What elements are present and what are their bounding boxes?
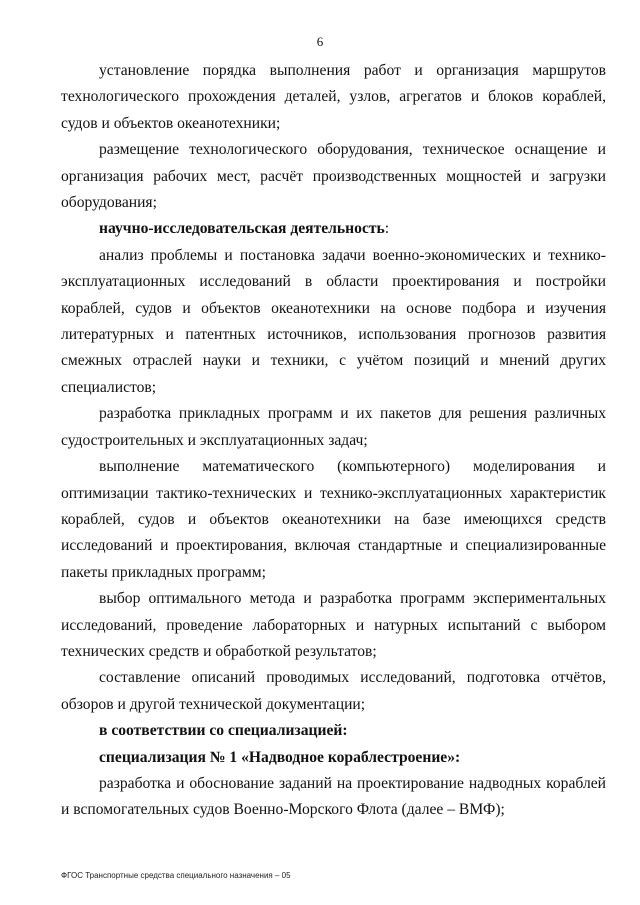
footer-text: ФГОС Транспортные средства специального назначения – 05: [61, 871, 291, 880]
paragraph-route-organization: установление порядка выполнения работ и организация маршрутов технологического прохождения деталей, узлов, агрегатов и блоков кораблей, судов и объектов океанотехники;: [61, 62, 606, 132]
document-body: [61, 58, 606, 824]
paragraph-reports: составление описаний проводимых исследований, подготовка отчётов, обзоров и другой технической документации;: [61, 669, 606, 713]
page-number: 6: [316, 34, 324, 49]
heading-specialization: в соответствии со специализацией:: [99, 722, 348, 740]
heading-research-activity-colon: :: [384, 220, 390, 238]
paragraph-surface-ships: разработка и обоснование заданий на проектирование надводных кораблей и вспомогательных судов Военно-Морского Флота (далее – ВМФ);: [61, 774, 606, 819]
paragraph-applied-programs: разработка прикладных программ и их пакетов для решения различных судостроительных и эксплуатационных задач;: [61, 405, 606, 449]
heading-specialization-1: специализация № 1 «Надводное кораблестроение»:: [99, 748, 461, 766]
paragraph-equipment-placement: размещение технологического оборудования, техническое оснащение и организация рабочих мест, расчёт производственных мощностей и загрузки оборудования;: [61, 141, 606, 212]
heading-research-activity: [61, 216, 606, 242]
paragraph-problem-analysis: анализ проблемы и постановка задачи военно-экономических и технико-эксплуатационных исследований в области проектирования и постройки кораблей, судов и объектов океанотехники на основе подбора и изучения литературных и патентных источников, использования прогнозов развития смежных отраслей науки и техники, с учётом позиций и мнений других специалистов;: [61, 246, 606, 396]
paragraph-experiment-methods: выбор оптимального метода и разработка программ экспериментальных исследований, проведение лабораторных и натурных испытаний с выбором технических средств и обработкой результатов;: [61, 590, 606, 660]
heading-research-activity-text: научно-исследовательская деятельность: [99, 220, 385, 238]
paragraph-modeling: выполнение математического (компьютерного) моделирования и оптимизации тактико-технических и технико-эксплуатационных характеристик кораблей, судов и объектов океанотехники на базе имеющихся средств исследований и проектирования, включая стандартные и специализированные пакеты прикладных программ;: [61, 458, 606, 581]
